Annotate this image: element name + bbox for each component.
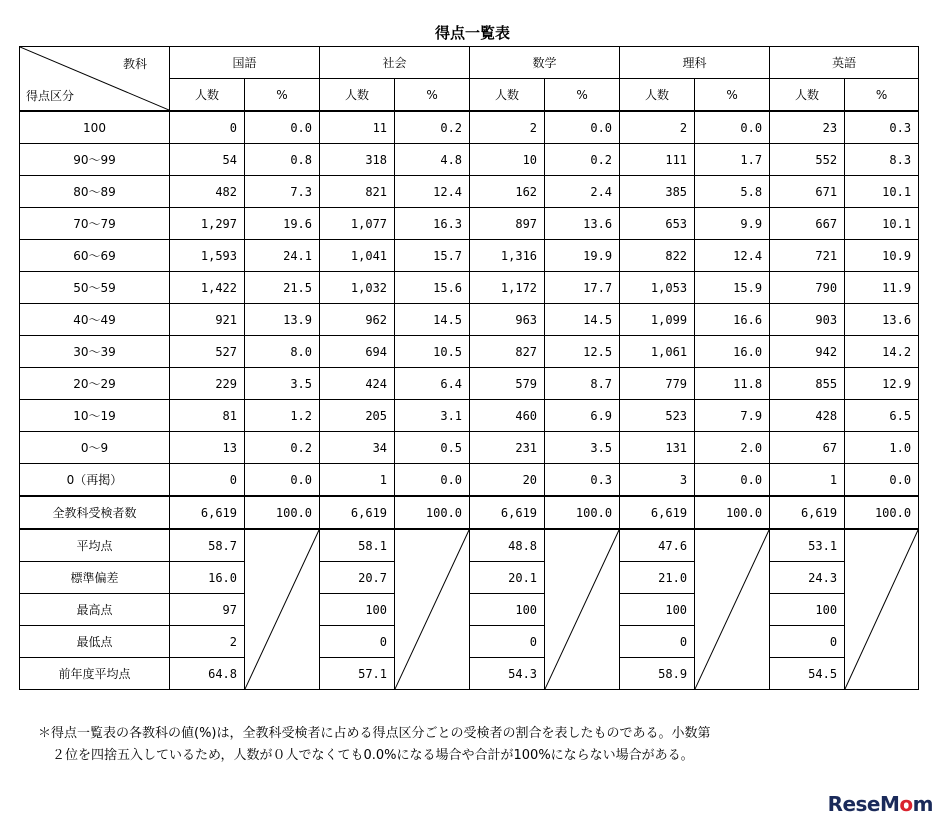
stats-value: 100 — [620, 594, 695, 626]
row-label: 全教科受検者数 — [20, 496, 170, 529]
pct-cell: 6.4 — [395, 368, 470, 400]
stats-value: 24.3 — [770, 562, 845, 594]
count-cell: 67 — [770, 432, 845, 464]
count-header: 人数 — [470, 79, 545, 112]
table-row — [20, 432, 919, 464]
stats-value: 20.7 — [320, 562, 395, 594]
diagonal-blank-cell — [545, 529, 620, 690]
pct-cell: 13.6 — [845, 304, 919, 336]
stats-label: 前年度平均点 — [20, 658, 170, 690]
pct-cell: 100.0 — [545, 496, 620, 529]
count-header: 人数 — [170, 79, 245, 112]
stats-value: 47.6 — [620, 529, 695, 562]
count-cell: 903 — [770, 304, 845, 336]
page-title: 得点一覧表 — [434, 24, 510, 42]
pct-cell: 7.9 — [695, 400, 770, 432]
count-header: 人数 — [770, 79, 845, 112]
count-cell: 54 — [170, 144, 245, 176]
pct-cell: 10.5 — [395, 336, 470, 368]
count-cell: 1,297 — [170, 208, 245, 240]
pct-cell: 12.9 — [845, 368, 919, 400]
pct-cell: 0.8 — [245, 144, 320, 176]
pct-cell: 10.1 — [845, 176, 919, 208]
count-cell: 653 — [620, 208, 695, 240]
count-header: 人数 — [620, 79, 695, 112]
pct-cell: 2.0 — [695, 432, 770, 464]
count-cell: 527 — [170, 336, 245, 368]
pct-cell: 16.6 — [695, 304, 770, 336]
count-cell: 1,077 — [320, 208, 395, 240]
pct-cell: 19.6 — [245, 208, 320, 240]
pct-cell: 19.9 — [545, 240, 620, 272]
pct-cell: 100.0 — [695, 496, 770, 529]
pct-cell: 0.0 — [395, 464, 470, 497]
stats-label: 最低点 — [20, 626, 170, 658]
stats-value: 64.8 — [170, 658, 245, 690]
count-cell: 11 — [320, 111, 395, 144]
count-cell: 229 — [170, 368, 245, 400]
pct-header: % — [695, 79, 770, 112]
count-cell: 1,422 — [170, 272, 245, 304]
count-cell: 10 — [470, 144, 545, 176]
stats-value: 57.1 — [320, 658, 395, 690]
pct-cell: 10.1 — [845, 208, 919, 240]
count-cell: 81 — [170, 400, 245, 432]
count-cell: 6,619 — [470, 496, 545, 529]
row-label: 90～99 — [20, 144, 170, 176]
count-cell: 897 — [470, 208, 545, 240]
count-cell: 318 — [320, 144, 395, 176]
header-row-subjects — [20, 47, 919, 79]
pct-cell: 8.3 — [845, 144, 919, 176]
count-cell: 20 — [470, 464, 545, 497]
pct-header: % — [845, 79, 919, 112]
pct-cell: 100.0 — [395, 496, 470, 529]
table-row — [20, 111, 919, 144]
pct-cell: 8.7 — [545, 368, 620, 400]
count-cell: 2 — [620, 111, 695, 144]
row-label: 0～9 — [20, 432, 170, 464]
pct-cell: 0.0 — [695, 111, 770, 144]
count-cell: 205 — [320, 400, 395, 432]
count-cell: 1,061 — [620, 336, 695, 368]
count-cell: 131 — [620, 432, 695, 464]
pct-cell: 15.9 — [695, 272, 770, 304]
count-cell: 13 — [170, 432, 245, 464]
subject-header: 数学 — [470, 47, 620, 79]
pct-cell: 9.9 — [695, 208, 770, 240]
count-cell: 523 — [620, 400, 695, 432]
table-row — [20, 240, 919, 272]
stats-value: 0 — [620, 626, 695, 658]
count-cell: 3 — [620, 464, 695, 497]
count-cell: 579 — [470, 368, 545, 400]
pct-cell: 7.3 — [245, 176, 320, 208]
stats-value: 58.7 — [170, 529, 245, 562]
table-row — [20, 336, 919, 368]
table-row — [20, 272, 919, 304]
count-cell: 460 — [470, 400, 545, 432]
count-cell: 667 — [770, 208, 845, 240]
count-cell: 1,316 — [470, 240, 545, 272]
subject-header: 英語 — [770, 47, 919, 79]
stats-value: 21.0 — [620, 562, 695, 594]
count-cell: 6,619 — [320, 496, 395, 529]
pct-cell: 12.5 — [545, 336, 620, 368]
footnote — [38, 723, 918, 767]
count-cell: 821 — [320, 176, 395, 208]
diagonal-blank-cell — [845, 529, 919, 690]
row-label: 50～59 — [20, 272, 170, 304]
pct-cell: 24.1 — [245, 240, 320, 272]
count-cell: 34 — [320, 432, 395, 464]
corner-label-score-range: 得点区分 — [26, 89, 75, 103]
pct-cell: 0.0 — [245, 111, 320, 144]
count-cell: 963 — [470, 304, 545, 336]
pct-cell: 0.2 — [545, 144, 620, 176]
row-label: 0（再掲） — [20, 464, 170, 497]
count-cell: 779 — [620, 368, 695, 400]
count-cell: 424 — [320, 368, 395, 400]
count-cell: 827 — [470, 336, 545, 368]
stats-value: 0 — [320, 626, 395, 658]
stats-label: 標準偏差 — [20, 562, 170, 594]
row-label: 40～49 — [20, 304, 170, 336]
count-cell: 111 — [620, 144, 695, 176]
count-cell: 0 — [170, 464, 245, 497]
count-cell: 552 — [770, 144, 845, 176]
count-cell: 855 — [770, 368, 845, 400]
row-label: 100 — [20, 111, 170, 144]
row-label: 70～79 — [20, 208, 170, 240]
count-cell: 6,619 — [620, 496, 695, 529]
pct-cell: 0.0 — [245, 464, 320, 497]
count-cell: 942 — [770, 336, 845, 368]
pct-cell: 100.0 — [845, 496, 919, 529]
pct-header: % — [245, 79, 320, 112]
subject-header: 理科 — [620, 47, 770, 79]
score-table — [19, 46, 919, 690]
count-cell: 231 — [470, 432, 545, 464]
table-row — [20, 496, 919, 529]
count-cell: 1,099 — [620, 304, 695, 336]
stats-value: 2 — [170, 626, 245, 658]
pct-cell: 3.5 — [245, 368, 320, 400]
pct-cell: 3.1 — [395, 400, 470, 432]
count-cell: 482 — [170, 176, 245, 208]
corner-header — [20, 47, 170, 112]
stats-value: 100 — [470, 594, 545, 626]
count-cell: 428 — [770, 400, 845, 432]
stats-value: 100 — [320, 594, 395, 626]
pct-cell: 14.5 — [545, 304, 620, 336]
pct-header: % — [545, 79, 620, 112]
stats-value: 16.0 — [170, 562, 245, 594]
count-cell: 822 — [620, 240, 695, 272]
pct-cell: 11.8 — [695, 368, 770, 400]
stats-label: 平均点 — [20, 529, 170, 562]
pct-cell: 15.7 — [395, 240, 470, 272]
footnote-line-2: ２位を四捨五入しているため，人数が０人でなくても0.0%になる場合や合計が100%にならない場合がある。 — [52, 748, 694, 763]
pct-cell: 0.5 — [395, 432, 470, 464]
pct-cell: 16.3 — [395, 208, 470, 240]
count-cell: 962 — [320, 304, 395, 336]
stats-label: 最高点 — [20, 594, 170, 626]
count-cell: 385 — [620, 176, 695, 208]
row-label: 10～19 — [20, 400, 170, 432]
count-cell: 1,053 — [620, 272, 695, 304]
pct-header: % — [395, 79, 470, 112]
corner-label-subject: 教科 — [122, 57, 147, 71]
pct-cell: 21.5 — [245, 272, 320, 304]
table-row — [20, 464, 919, 497]
count-cell: 1,172 — [470, 272, 545, 304]
count-cell: 1,041 — [320, 240, 395, 272]
count-cell: 1,032 — [320, 272, 395, 304]
count-cell: 694 — [320, 336, 395, 368]
pct-cell: 12.4 — [695, 240, 770, 272]
count-cell: 0 — [170, 111, 245, 144]
pct-cell: 0.3 — [845, 111, 919, 144]
diagonal-blank-cell — [395, 529, 470, 690]
footnote-line-1: ＊得点一覧表の各教科の値(%)は，全教科受検者に占める得点区分ごとの受検者の割合を表したものである。小数第 — [38, 726, 711, 741]
pct-cell: 11.9 — [845, 272, 919, 304]
pct-cell: 17.7 — [545, 272, 620, 304]
pct-cell: 12.4 — [395, 176, 470, 208]
pct-cell: 16.0 — [695, 336, 770, 368]
pct-cell: 15.6 — [395, 272, 470, 304]
stats-value: 58.1 — [320, 529, 395, 562]
pct-cell: 0.3 — [545, 464, 620, 497]
stats-value: 100 — [770, 594, 845, 626]
row-label: 30～39 — [20, 336, 170, 368]
pct-cell: 13.9 — [245, 304, 320, 336]
row-label: 60～69 — [20, 240, 170, 272]
stats-value: 54.5 — [770, 658, 845, 690]
pct-cell: 0.0 — [695, 464, 770, 497]
pct-cell: 6.5 — [845, 400, 919, 432]
pct-cell: 13.6 — [545, 208, 620, 240]
pct-cell: 14.2 — [845, 336, 919, 368]
count-cell: 1,593 — [170, 240, 245, 272]
subject-header: 社会 — [320, 47, 470, 79]
pct-cell: 0.0 — [845, 464, 919, 497]
pct-cell: 8.0 — [245, 336, 320, 368]
row-label: 20～29 — [20, 368, 170, 400]
pct-cell: 0.2 — [245, 432, 320, 464]
table-row — [20, 304, 919, 336]
stats-value: 48.8 — [470, 529, 545, 562]
pct-cell: 3.5 — [545, 432, 620, 464]
stats-value: 58.9 — [620, 658, 695, 690]
pct-cell: 14.5 — [395, 304, 470, 336]
pct-cell: 10.9 — [845, 240, 919, 272]
row-label: 80～89 — [20, 176, 170, 208]
count-cell: 2 — [470, 111, 545, 144]
count-cell: 6,619 — [170, 496, 245, 529]
diagonal-blank-cell — [245, 529, 320, 690]
stats-value: 53.1 — [770, 529, 845, 562]
table-row — [20, 208, 919, 240]
stats-row — [20, 529, 919, 562]
pct-cell: 1.0 — [845, 432, 919, 464]
table-row — [20, 368, 919, 400]
count-cell: 1 — [770, 464, 845, 497]
stats-value: 0 — [770, 626, 845, 658]
pct-cell: 6.9 — [545, 400, 620, 432]
pct-cell: 0.0 — [545, 111, 620, 144]
table-row — [20, 144, 919, 176]
table-row — [20, 176, 919, 208]
pct-cell: 1.2 — [245, 400, 320, 432]
stats-value: 20.1 — [470, 562, 545, 594]
subject-header: 国語 — [170, 47, 320, 79]
stats-value: 0 — [470, 626, 545, 658]
count-header: 人数 — [320, 79, 395, 112]
pct-cell: 1.7 — [695, 144, 770, 176]
diagonal-blank-cell — [695, 529, 770, 690]
pct-cell: 100.0 — [245, 496, 320, 529]
count-cell: 790 — [770, 272, 845, 304]
count-cell: 671 — [770, 176, 845, 208]
count-cell: 6,619 — [770, 496, 845, 529]
pct-cell: 4.8 — [395, 144, 470, 176]
pct-cell: 2.4 — [545, 176, 620, 208]
count-cell: 921 — [170, 304, 245, 336]
pct-cell: 0.2 — [395, 111, 470, 144]
table-row — [20, 400, 919, 432]
count-cell: 162 — [470, 176, 545, 208]
stats-value: 54.3 — [470, 658, 545, 690]
resemom-logo: ReseMom — [827, 792, 933, 816]
count-cell: 721 — [770, 240, 845, 272]
stats-value: 97 — [170, 594, 245, 626]
pct-cell: 5.8 — [695, 176, 770, 208]
count-cell: 1 — [320, 464, 395, 497]
count-cell: 23 — [770, 111, 845, 144]
